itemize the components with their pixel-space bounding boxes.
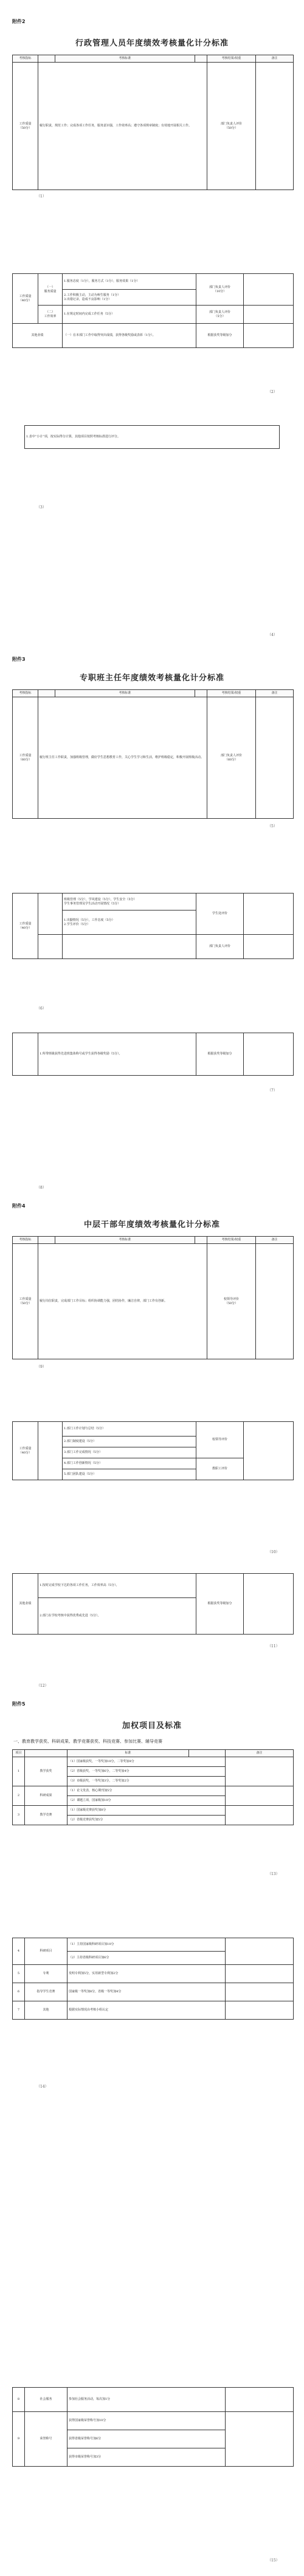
standard-cell: 1.服务态度（1分），服务方式（1分），服务效果（1分） (63, 274, 196, 290)
scoring-table (12, 55, 294, 190)
remark-cell (226, 2388, 294, 2412)
appendix-label: 附件5 (12, 1701, 26, 1707)
notes-table (12, 1033, 294, 1076)
sub-indicator-no: （一） (45, 285, 55, 289)
standard-cell: 参加社会服务活动，每次加1分 (67, 2388, 226, 2412)
sub-indicator-name: 服务质量 (44, 289, 57, 293)
remark-cell (244, 274, 294, 306)
appendix-2-section (0, 0, 304, 650)
standard-cell: 国家级一等奖加8分，省级一等奖加4分 (67, 1983, 226, 2001)
standard-cell: 根据实际情况由考核小组认定 (67, 2001, 226, 2020)
standard-cell (63, 935, 196, 959)
col-header: 考核标准 (55, 1237, 195, 1244)
appendix-label: 附件4 (12, 1203, 26, 1209)
sub-indicator-cell (38, 306, 63, 324)
page-number: （12） (36, 1684, 49, 1688)
remark-cell (244, 893, 294, 935)
standard-cell: 1.按时完成学校下达的各项工作任务，工作效率高（5分）。 (38, 1574, 196, 1598)
indicator-score: （40分） (18, 926, 32, 930)
standard-cell: （2）省级获奖，一等奖加6分，二等奖加4分 (67, 1767, 226, 1777)
result-weight: （60分） (224, 757, 238, 762)
appendix-label: 附件2 (12, 19, 26, 24)
standard-line: 2.工作积极主动，主动为师生服务（1分） (64, 293, 120, 297)
standard-cell (63, 290, 196, 306)
col-header (38, 690, 55, 697)
indicator-name: 工作质量 (19, 1446, 32, 1450)
weighting-table-continued (12, 1938, 294, 2020)
col-header: 备注 (226, 1750, 294, 1757)
remark-cell (244, 324, 294, 348)
standard-cell: （3）市级获奖，一等奖加3分，二等奖加2分 (67, 1777, 226, 1786)
remark-cell (226, 1965, 294, 1983)
standard-cell: 2.部门在学校考核中获得优秀或先进（5分）。 (38, 1598, 196, 1635)
remark-cell (226, 1938, 294, 1965)
result-label: 部门负责人评价 (220, 121, 242, 126)
standard-cell: 获得市级荣誉称号加3分 (67, 2448, 226, 2467)
item-name: 荣誉称号 (25, 2412, 67, 2467)
indicator-cell (13, 893, 38, 959)
result-label: 校领导评价 (223, 1297, 239, 1301)
col-header: 考核结果/权重 (207, 55, 256, 63)
standard-line: 1.出勤情况（5分），工作态度（5分） (64, 918, 115, 922)
indicator-score: （40分） (18, 298, 32, 302)
page-number: （11） (268, 1644, 280, 1648)
appendix-5-section (0, 1695, 304, 2576)
result-cell: 部门负责人评价 (196, 935, 244, 959)
standard-cell: 履行班主任工作职责，加强班级管理，做好学生思想教育工作，关心学生学习和生活，维护班级稳定，积极开展班级活动。 (38, 697, 207, 819)
result-cell: 根据获奖等级加分 (196, 324, 244, 348)
remark-cell (226, 1983, 294, 2001)
standard-cell: （1）国家级获奖，一等奖加10分，二等奖加8分 (67, 1757, 226, 1767)
appendix-title: 行政管理人员年度绩效考核量化计分标准 (75, 39, 229, 48)
indicator-name: 工作质量 (19, 921, 32, 926)
result-weight: （10分） (213, 289, 227, 293)
col-header: 考核指标 (13, 55, 38, 63)
remark-cell (256, 63, 294, 190)
standard-cell: 获得省级荣誉称号加6分 (67, 2430, 226, 2448)
sub-indicator-name: 工作效率 (44, 314, 57, 318)
sub-indicator-no: （二） (45, 310, 55, 314)
standard-cell: 1.所带班级获得先进班集体称号或学生获得各级奖励（5分）。 (38, 1033, 196, 1076)
col-header (195, 1237, 207, 1244)
indicator-score: （60分） (18, 757, 32, 762)
result-label: 部门负责人评价 (209, 285, 230, 289)
page-number: （15） (268, 2558, 280, 2563)
result-weight: （50分） (224, 1301, 238, 1305)
result-weight: （5分） (214, 314, 226, 318)
standard-cell: （一）在本部门工作中取得突出成绩，获得各级奖励或表彰（1分）。 (63, 324, 196, 348)
standard-cell (63, 910, 196, 935)
appendix-title: 加权项目及标准 (122, 1721, 182, 1730)
indicator-cell (13, 1244, 38, 1359)
col-header: 备注 (256, 55, 294, 63)
notes-cell: 1.表中“小计”项，按实际得分计算，其他项目按照考核标准进行评分。 (25, 426, 280, 449)
result-cell (196, 306, 244, 324)
standard-cell: 3.部门工作完成情况（5分） (63, 1447, 196, 1458)
col-header: 备注 (256, 1237, 294, 1244)
col-header (25, 1750, 67, 1757)
col-header: 考核结果/权重 (207, 1237, 256, 1244)
indicator-name: 工作质量 (19, 753, 32, 757)
item-name: 科研项目 (25, 1938, 67, 1965)
page-number: （5） (268, 824, 277, 828)
standard-cell: 1.部门工作计划与总结（5分） (63, 1422, 196, 1437)
standard-cell: 5.部门团队建设（5分） (63, 1469, 196, 1480)
standard-cell: 2.部门制度建设（5分） (63, 1437, 196, 1447)
page-number: （3） (36, 505, 46, 510)
standard-cell: （1）国家级竞赛获奖加8分 (67, 1806, 226, 1816)
item-no: 2 (13, 1786, 25, 1806)
standard-cell: （1）主持国家级科研项目加10分 (67, 1938, 226, 1952)
page-number: （8） (36, 1186, 46, 1190)
standard-cell: （2）课题立项，国家级加10分 (67, 1796, 226, 1806)
remark-cell (256, 1244, 294, 1359)
appendix-4-section (0, 1197, 304, 1695)
appendix-title: 专职班主任年度绩效考核量化计分标准 (79, 674, 224, 683)
page-number: （4） (268, 633, 277, 637)
indicator-name: 工作质量 (19, 121, 32, 126)
result-label: 部门负责人评价 (209, 310, 230, 314)
standard-cell (63, 893, 196, 910)
notes-table (24, 425, 280, 449)
remark-cell (256, 697, 294, 819)
col-header (38, 1237, 55, 1244)
result-cell (207, 63, 256, 190)
result-cell: 校领导评价 (196, 1422, 244, 1458)
standard-cell: （2）主持省级科研项目加6分 (67, 1952, 226, 1965)
standard-cell: 履行职责，规范工作；完成各项工作任务，服务意识强，工作效率高；遵守各项规章制度；有效地开展相关工作。 (38, 63, 207, 190)
sub-indicator-cell (38, 893, 63, 935)
sub-indicator-cell (38, 935, 63, 959)
result-cell: 根据获奖等级加分 (196, 1033, 244, 1076)
standard-cell: 发明专利加5分，实用新型专利加2分 (67, 1965, 226, 1983)
standard-cell: 4.部门工作创新情况（5分） (63, 1458, 196, 1469)
standard-cell: 获得国家级荣誉称号加10分 (67, 2412, 226, 2430)
col-header: 标准 (67, 1750, 189, 1757)
result-cell (207, 697, 256, 819)
col-header: 备注 (256, 690, 294, 697)
remark-cell (244, 1574, 294, 1635)
appendix-label: 附件3 (12, 657, 26, 662)
remark-cell (226, 1806, 294, 1825)
item-no: 8 (13, 2388, 25, 2412)
appendix-3-section (0, 650, 304, 1197)
sub-indicator-cell (38, 274, 63, 306)
page-number: （9） (36, 1365, 46, 1369)
page-number: （6） (36, 1006, 46, 1011)
col-header: 项目 (13, 1750, 25, 1757)
indicator-cell (13, 1422, 38, 1480)
indicator-cell (13, 1033, 38, 1076)
item-name: 其他 (25, 2001, 67, 2020)
page-number: （14） (36, 2085, 49, 2089)
indicator-cell: 其他业绩 (13, 324, 63, 348)
scoring-table-continued (12, 1421, 294, 1480)
scoring-table (12, 689, 294, 819)
standard-line: 班级管理（5分），学风建设（5分），学生安全（5分） (64, 897, 137, 901)
item-name: 教学竞赛 (25, 1806, 67, 1825)
col-header: 考核标准 (55, 55, 195, 63)
standard-line: 学生事务管理及学生活动开展情况（5分） (64, 901, 121, 906)
item-name: 教学获奖 (25, 1757, 67, 1786)
item-no: 6 (13, 1983, 25, 2001)
item-no: 4 (13, 1938, 25, 1965)
col-header: 考核标准 (55, 690, 195, 697)
item-name: 专利 (25, 1965, 67, 1983)
standard-line: 3.出错记录，造成不良影响（1分） (64, 297, 111, 301)
page-number: （1） (36, 194, 46, 199)
standard-cell: 履行岗位职责，完成部门工作目标；组织协调能力强，团结协作，廉洁自律，部门工作有创新。 (38, 1244, 207, 1359)
scoring-table-continued (12, 273, 294, 348)
standard-line: 2.学生评价（5分） (64, 922, 90, 926)
item-no: 9 (13, 2412, 25, 2467)
indicator-cell (13, 274, 38, 324)
weighting-table (12, 1749, 294, 1825)
page-number: （7） (268, 1088, 277, 1093)
sub-indicator-cell (38, 1422, 63, 1480)
col-header (38, 55, 55, 63)
indicator-score: （50分） (18, 1301, 32, 1305)
result-cell (207, 1244, 256, 1359)
remark-cell (244, 935, 294, 959)
weighting-table-continued (12, 2387, 294, 2467)
remark-cell (226, 2412, 294, 2467)
item-name: 科研成果 (25, 1786, 67, 1806)
indicator-cell: 其他业绩 (13, 1574, 38, 1635)
remark-cell (244, 306, 294, 324)
indicator-cell (13, 697, 38, 819)
remark-cell (244, 1033, 294, 1076)
result-cell (196, 274, 244, 306)
appendix-title: 中层干部年度绩效考核量化计分标准 (83, 1220, 220, 1229)
result-cell: 根据获奖等级加分 (196, 1574, 244, 1635)
scoring-table-continued (12, 1573, 294, 1635)
remark-cell (226, 2001, 294, 2020)
col-header: 考核指标 (13, 690, 38, 697)
item-name: 指导学生竞赛 (25, 1983, 67, 2001)
item-no: 1 (13, 1757, 25, 1786)
standard-cell: （1）论文发表，核心期刊加5分 (67, 1786, 226, 1796)
section-subheading: 一、教育教学获奖、科研成果、教学竞赛获奖、科技竞赛、参加比赛、辅导竞赛 (13, 1739, 162, 1744)
remark-cell (244, 1422, 294, 1480)
result-cell: 教职工评价 (196, 1458, 244, 1480)
result-weight: （50分） (224, 126, 238, 130)
item-no: 7 (13, 2001, 25, 2020)
indicator-name: 工作质量 (19, 294, 32, 298)
page-number: （2） (268, 390, 277, 394)
indicator-name: 工作质量 (19, 1297, 32, 1301)
item-no: 5 (13, 1965, 25, 1983)
scoring-table (12, 1236, 294, 1359)
item-no: 3 (13, 1806, 25, 1825)
indicator-cell (13, 63, 38, 190)
result-cell: 学生处评价 (196, 893, 244, 935)
result-label: 部门负责人评价 (220, 753, 242, 757)
scoring-table-continued (12, 893, 294, 959)
remark-cell (226, 1757, 294, 1786)
item-name: 社会服务 (25, 2388, 67, 2412)
remark-cell (226, 1786, 294, 1806)
col-header (195, 55, 207, 63)
col-header (195, 690, 207, 697)
col-header: 考核结果/权重 (207, 690, 256, 697)
standard-cell: 1.在规定时间内完成工作任务（5分） (63, 306, 196, 324)
standard-cell: （2）省级竞赛获奖加5分 (67, 1816, 226, 1825)
col-header: 考核指标 (13, 1237, 38, 1244)
page-number: （13） (268, 1872, 280, 1876)
indicator-score: （50分） (18, 126, 32, 130)
indicator-score: （40分） (18, 1450, 32, 1455)
col-header (189, 1750, 226, 1757)
page-number: （10） (268, 1550, 280, 1554)
